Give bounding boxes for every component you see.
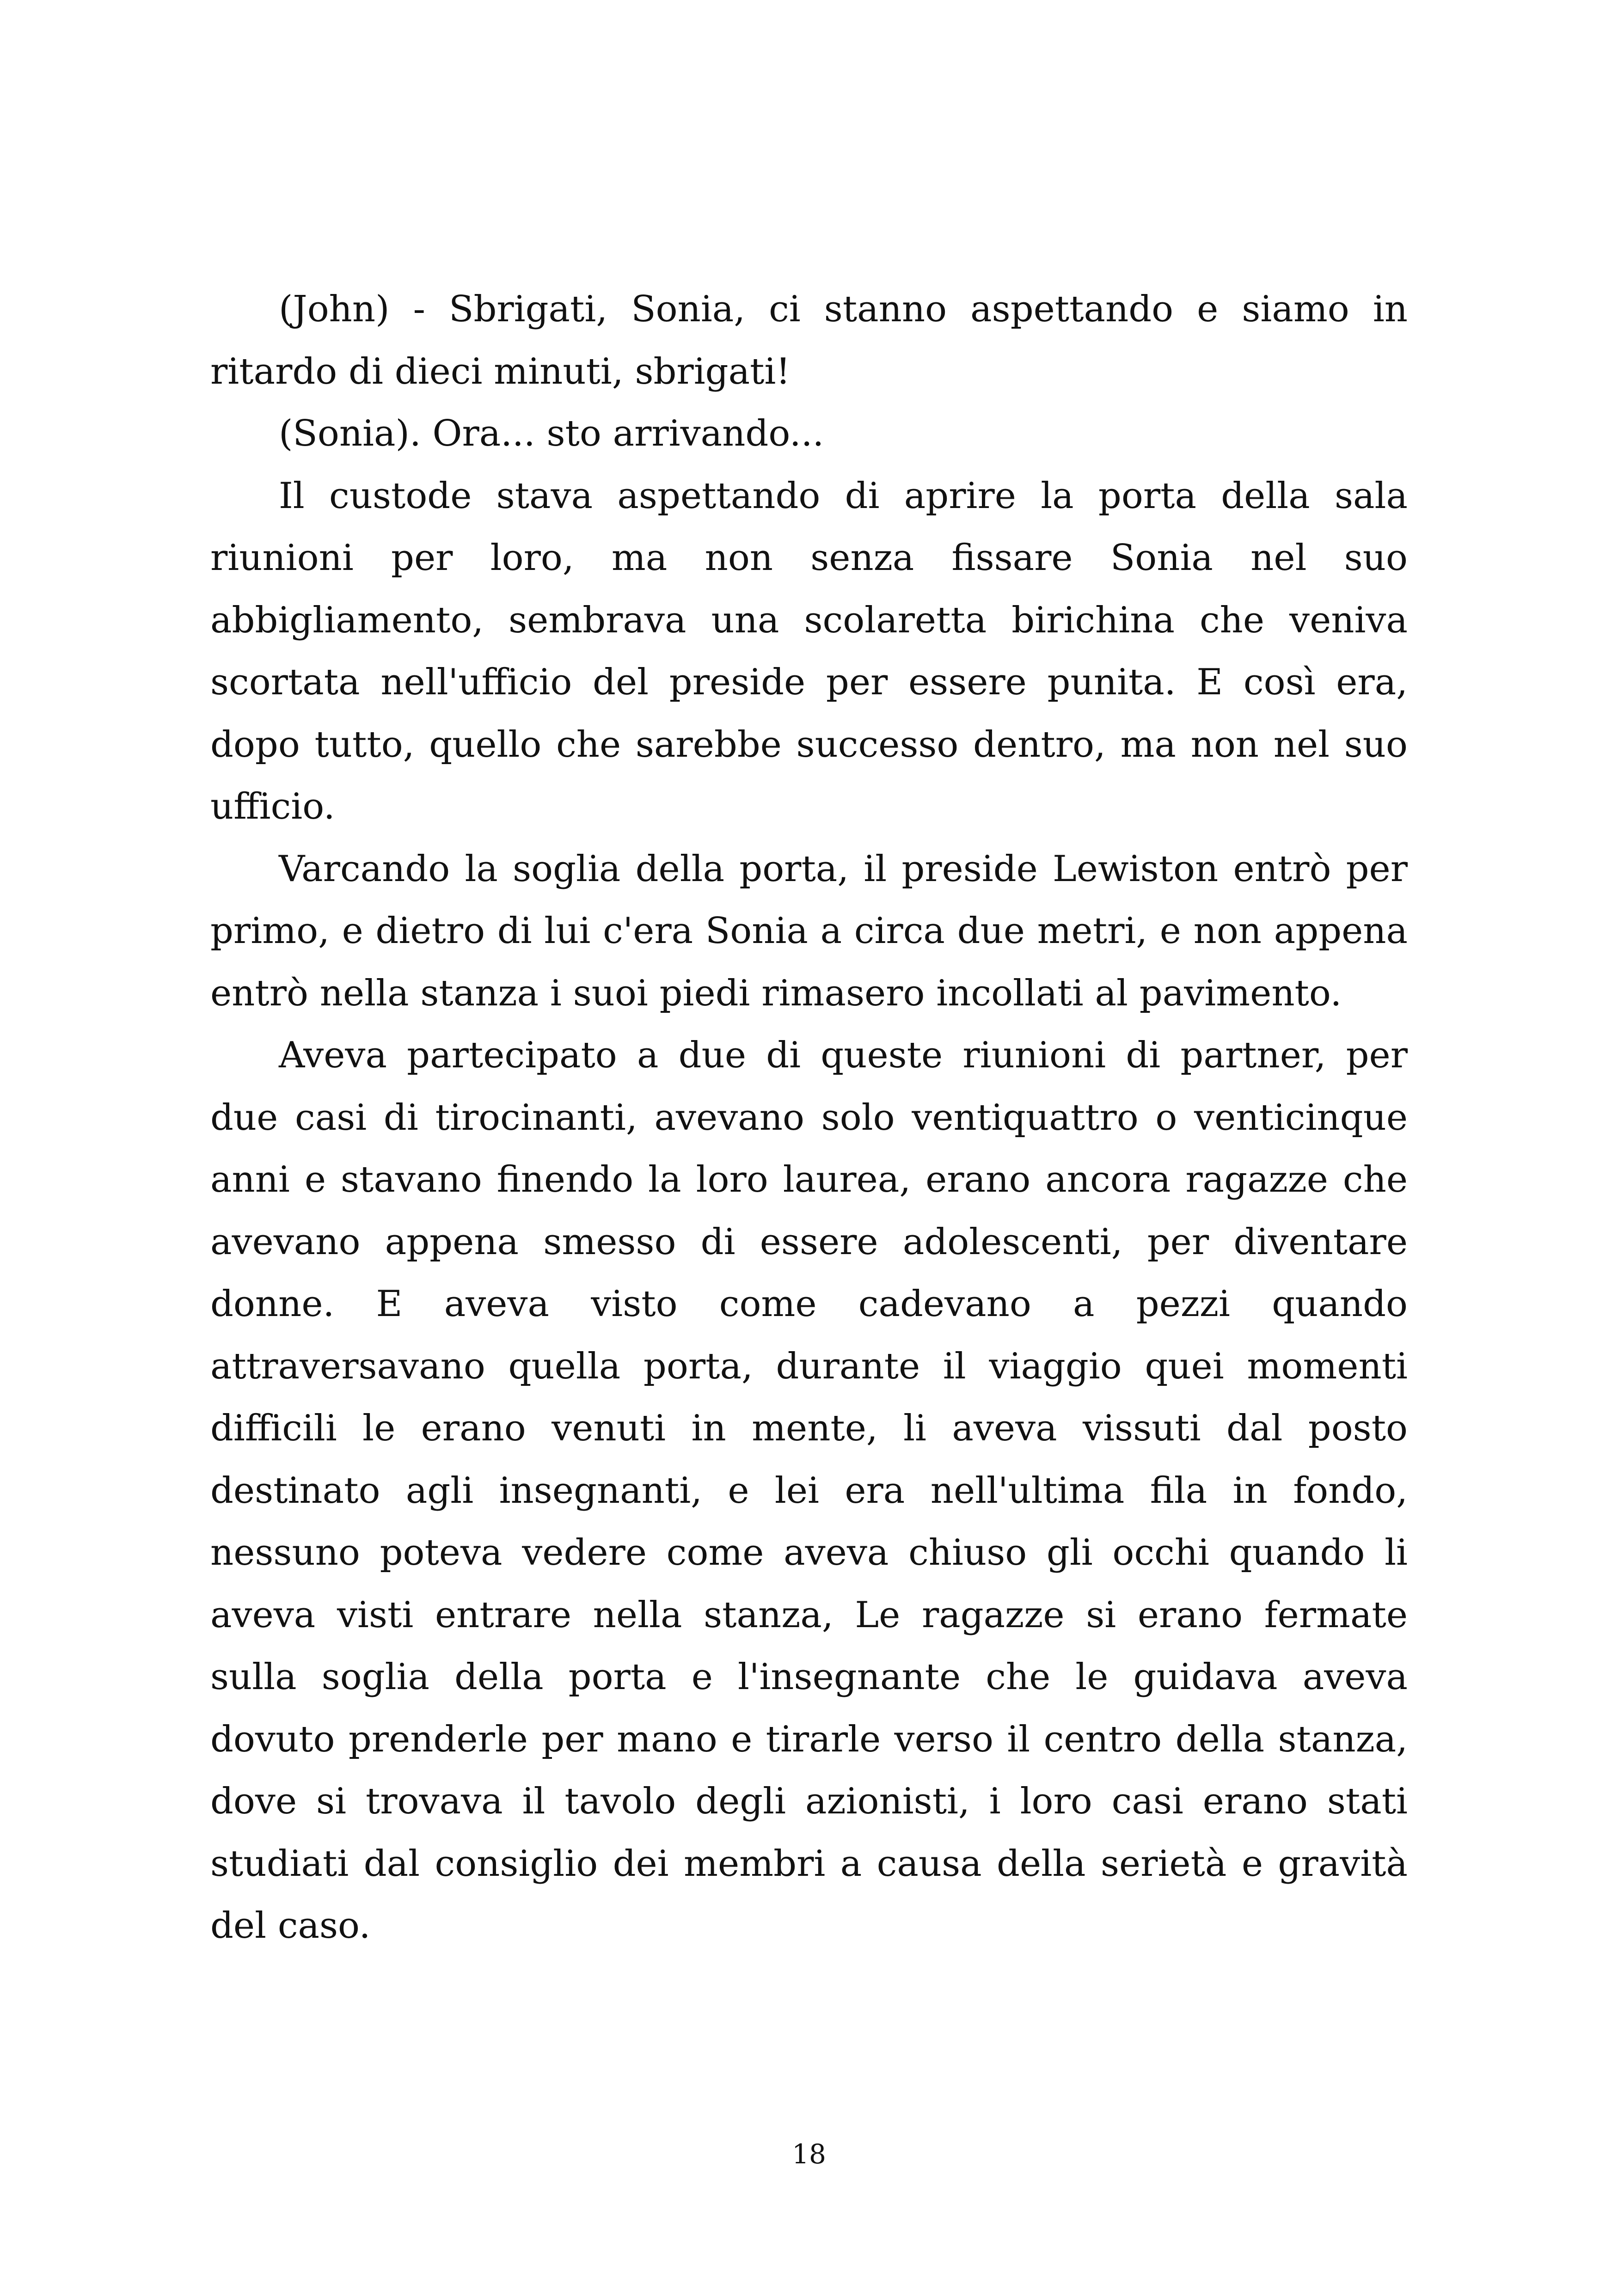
page-number: 18 [792,2138,826,2170]
paragraph-custode: Il custode stava aspettando di aprire la porta della sala riunioni per loro, ma non senza fissare Sonia nel suo abbigliamento, sembrava una scolaretta birichina che veniva scortata nell'ufficio del preside per essere punita. E così era, dopo tutto, quello che sarebbe successo dentro, ma non nel suo ufficio. [210,475,1408,827]
paragraph-riunioni: Aveva partecipato a due di queste riunioni di partner, per due casi di tirocinanti, avevano solo ventiquattro o venticinque anni e stavano finendo la loro laurea, erano ancora ragazze che avevano appena smesso di essere adolescenti, per diventare donne. E aveva visto come cadevano a pezzi quando attraversavano quella porta, durante il viaggio quei momenti difficili le erano venuti in mente, li aveva vissuti dal posto destinato agli insegnanti, e lei era nell'ultima fila in fondo, nessuno poteva vedere come aveva chiuso gli occhi quando li aveva visti entrare nella stanza, Le ragazze si erano fermate sulla soglia della porta e l'insegnante che le guidava aveva dovuto prenderle per mano e tirarle verso il centro della stanza, dove si trovava il tavolo degli azionisti, i loro casi erano stati studiati dal consiglio dei membri a causa della serietà e gravità del caso. [210,1035,1408,1947]
paragraph-john-line: (John) - Sbrigati, Sonia, ci stanno aspettando e siamo in ritardo di dieci minuti, sbrigati! [210,288,1408,392]
paragraph-soglia: Varcando la soglia della porta, il preside Lewiston entrò per primo, e dietro di lui c'era Sonia a circa due metri, e non appena entrò nella stanza i suoi piedi rimasero incollati al pavimento. [210,848,1408,1014]
body-text [210,278,1408,1957]
paragraph-sonia-line: (Sonia). Ora... sto arrivando... [279,413,824,454]
